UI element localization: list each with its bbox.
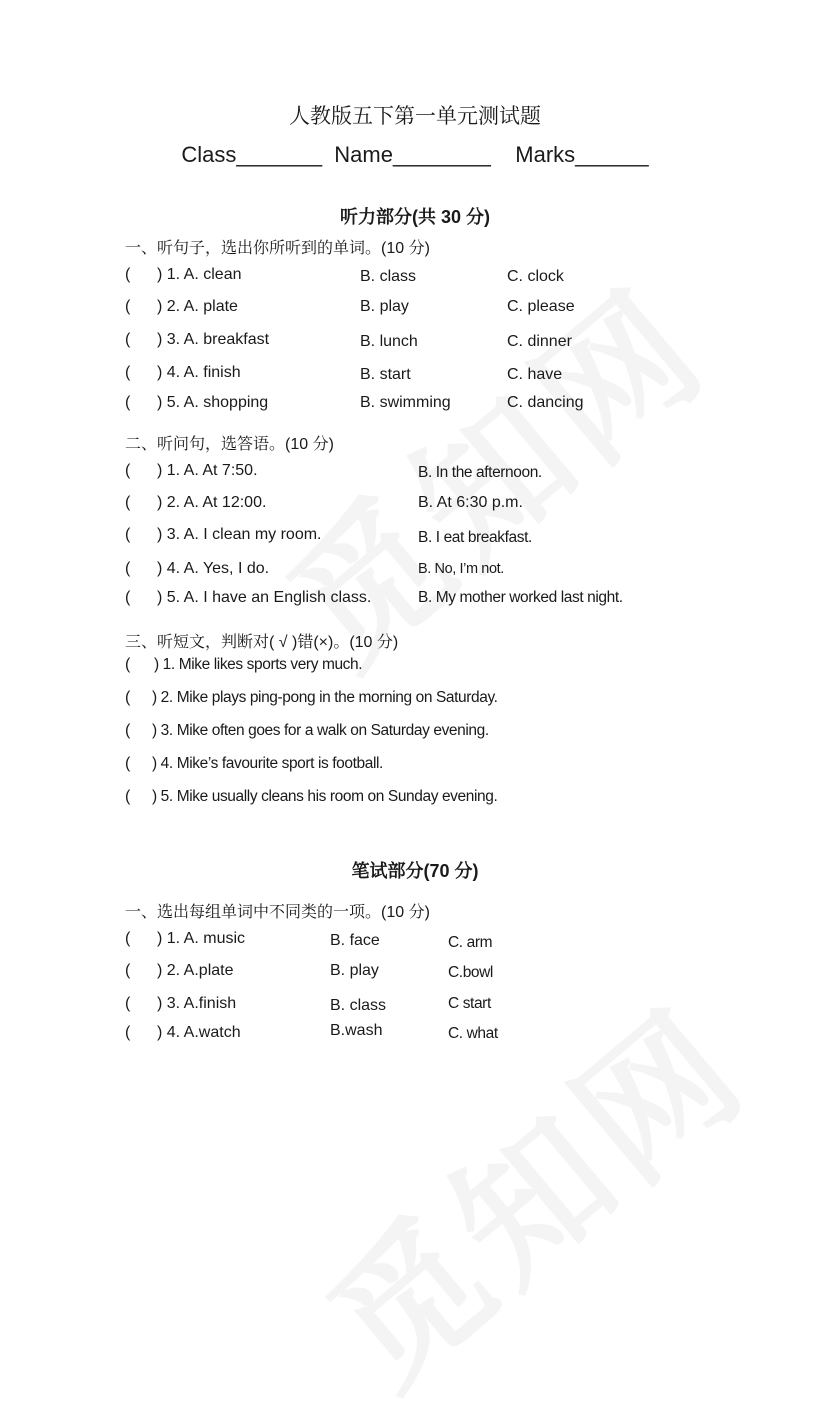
answer-paren: ( (125, 298, 131, 315)
answer-paren: ( (125, 494, 131, 511)
option-a: ) 1. A. clean (157, 266, 242, 283)
option-b: B.wash (330, 1022, 383, 1039)
answer-paren: ( (125, 656, 131, 673)
option-b: B. swimming (360, 394, 451, 411)
answer-paren: ( (125, 722, 131, 739)
option-b: B. At 6:30 p.m. (418, 494, 523, 511)
listening-part2-heading: 二、听问句，选答语。(10 分) (125, 436, 334, 453)
option-a: ) 2. A. At 12:00. (157, 494, 267, 511)
listening-part3-heading: 三、听短文，判断对( √ )错(×)。(10 分) (125, 634, 399, 651)
listening-section-title: 听力部分(共 30 分) (339, 207, 490, 227)
listening-part1-heading: 一、听句子，选出你所听到的单词。(10 分) (125, 240, 430, 257)
answer-paren: ( (125, 331, 131, 348)
answer-paren: ( (125, 962, 131, 979)
answer-paren: ( (125, 560, 131, 577)
option-c: C. clock (507, 268, 564, 285)
option-b: B. I eat breakfast. (418, 529, 532, 546)
answer-paren: ( (125, 462, 131, 479)
answer-paren: ( (125, 394, 131, 411)
option-a: ) 5. A. shopping (157, 394, 269, 411)
option-b: B. In the afternoon. (418, 464, 542, 481)
statement: ) 5. Mike usually cleans his room on Sunday evening. (152, 788, 498, 805)
option-a: ) 3. A.finish (157, 995, 237, 1012)
option-a: ) 3. A. I clean my room. (157, 526, 322, 543)
option-a: ) 4. A. Yes, I do. (157, 560, 270, 577)
answer-paren: ( (125, 589, 131, 606)
statement: ) 4. Mike’s favourite sport is football. (152, 755, 383, 772)
option-c: C. what (448, 1025, 498, 1042)
answer-paren: ( (125, 1024, 131, 1041)
option-b: B. face (330, 932, 380, 949)
option-a: ) 2. A.plate (157, 962, 234, 979)
option-b: B. lunch (360, 333, 418, 350)
option-b: B. My mother worked last night. (418, 589, 623, 606)
option-c: C.bowl (448, 964, 493, 981)
option-b: B. start (360, 366, 411, 383)
option-b: B. class (360, 268, 417, 285)
name-fields-line: Class_______ Name________ Marks______ (181, 142, 649, 167)
statement: ) 2. Mike plays ping-pong in the morning on Saturday. (152, 689, 498, 706)
answer-paren: ( (125, 364, 131, 381)
written-section-title: 笔试部分(70 分) (351, 861, 479, 881)
answer-paren: ( (125, 930, 131, 947)
page-title: 人教版五下第一单元测试题 (289, 105, 541, 128)
option-b: B. class (330, 997, 387, 1014)
option-a: ) 4. A.watch (157, 1024, 241, 1041)
option-a: ) 1. A. music (157, 930, 246, 947)
option-b: B. play (330, 962, 379, 979)
option-c: C. dinner (507, 333, 572, 350)
statement: ) 1. Mike likes sports very much. (154, 656, 363, 673)
option-a: ) 1. A. At 7:50. (157, 462, 258, 479)
option-c: C. have (507, 366, 563, 383)
option-b: B. play (360, 298, 409, 315)
option-a: ) 3. A. breakfast (157, 331, 270, 348)
written-part1-heading: 一、选出每组单词中不同类的一项。(10 分) (125, 904, 430, 921)
option-c: C start (448, 995, 491, 1012)
option-a: ) 2. A. plate (157, 298, 238, 315)
answer-paren: ( (125, 689, 131, 706)
answer-paren: ( (125, 526, 131, 543)
option-a: ) 4. A. finish (157, 364, 241, 381)
statement: ) 3. Mike often goes for a walk on Saturday evening. (152, 722, 489, 739)
option-a: ) 5. A. I have an English class. (157, 589, 372, 606)
option-b: B. No, I’m not. (418, 561, 504, 577)
answer-paren: ( (125, 995, 131, 1012)
option-c: C. dancing (507, 394, 584, 411)
option-c: C. please (507, 298, 575, 315)
answer-paren: ( (125, 266, 131, 283)
option-c: C. arm (448, 934, 493, 951)
answer-paren: ( (125, 788, 131, 805)
answer-paren: ( (125, 755, 131, 772)
